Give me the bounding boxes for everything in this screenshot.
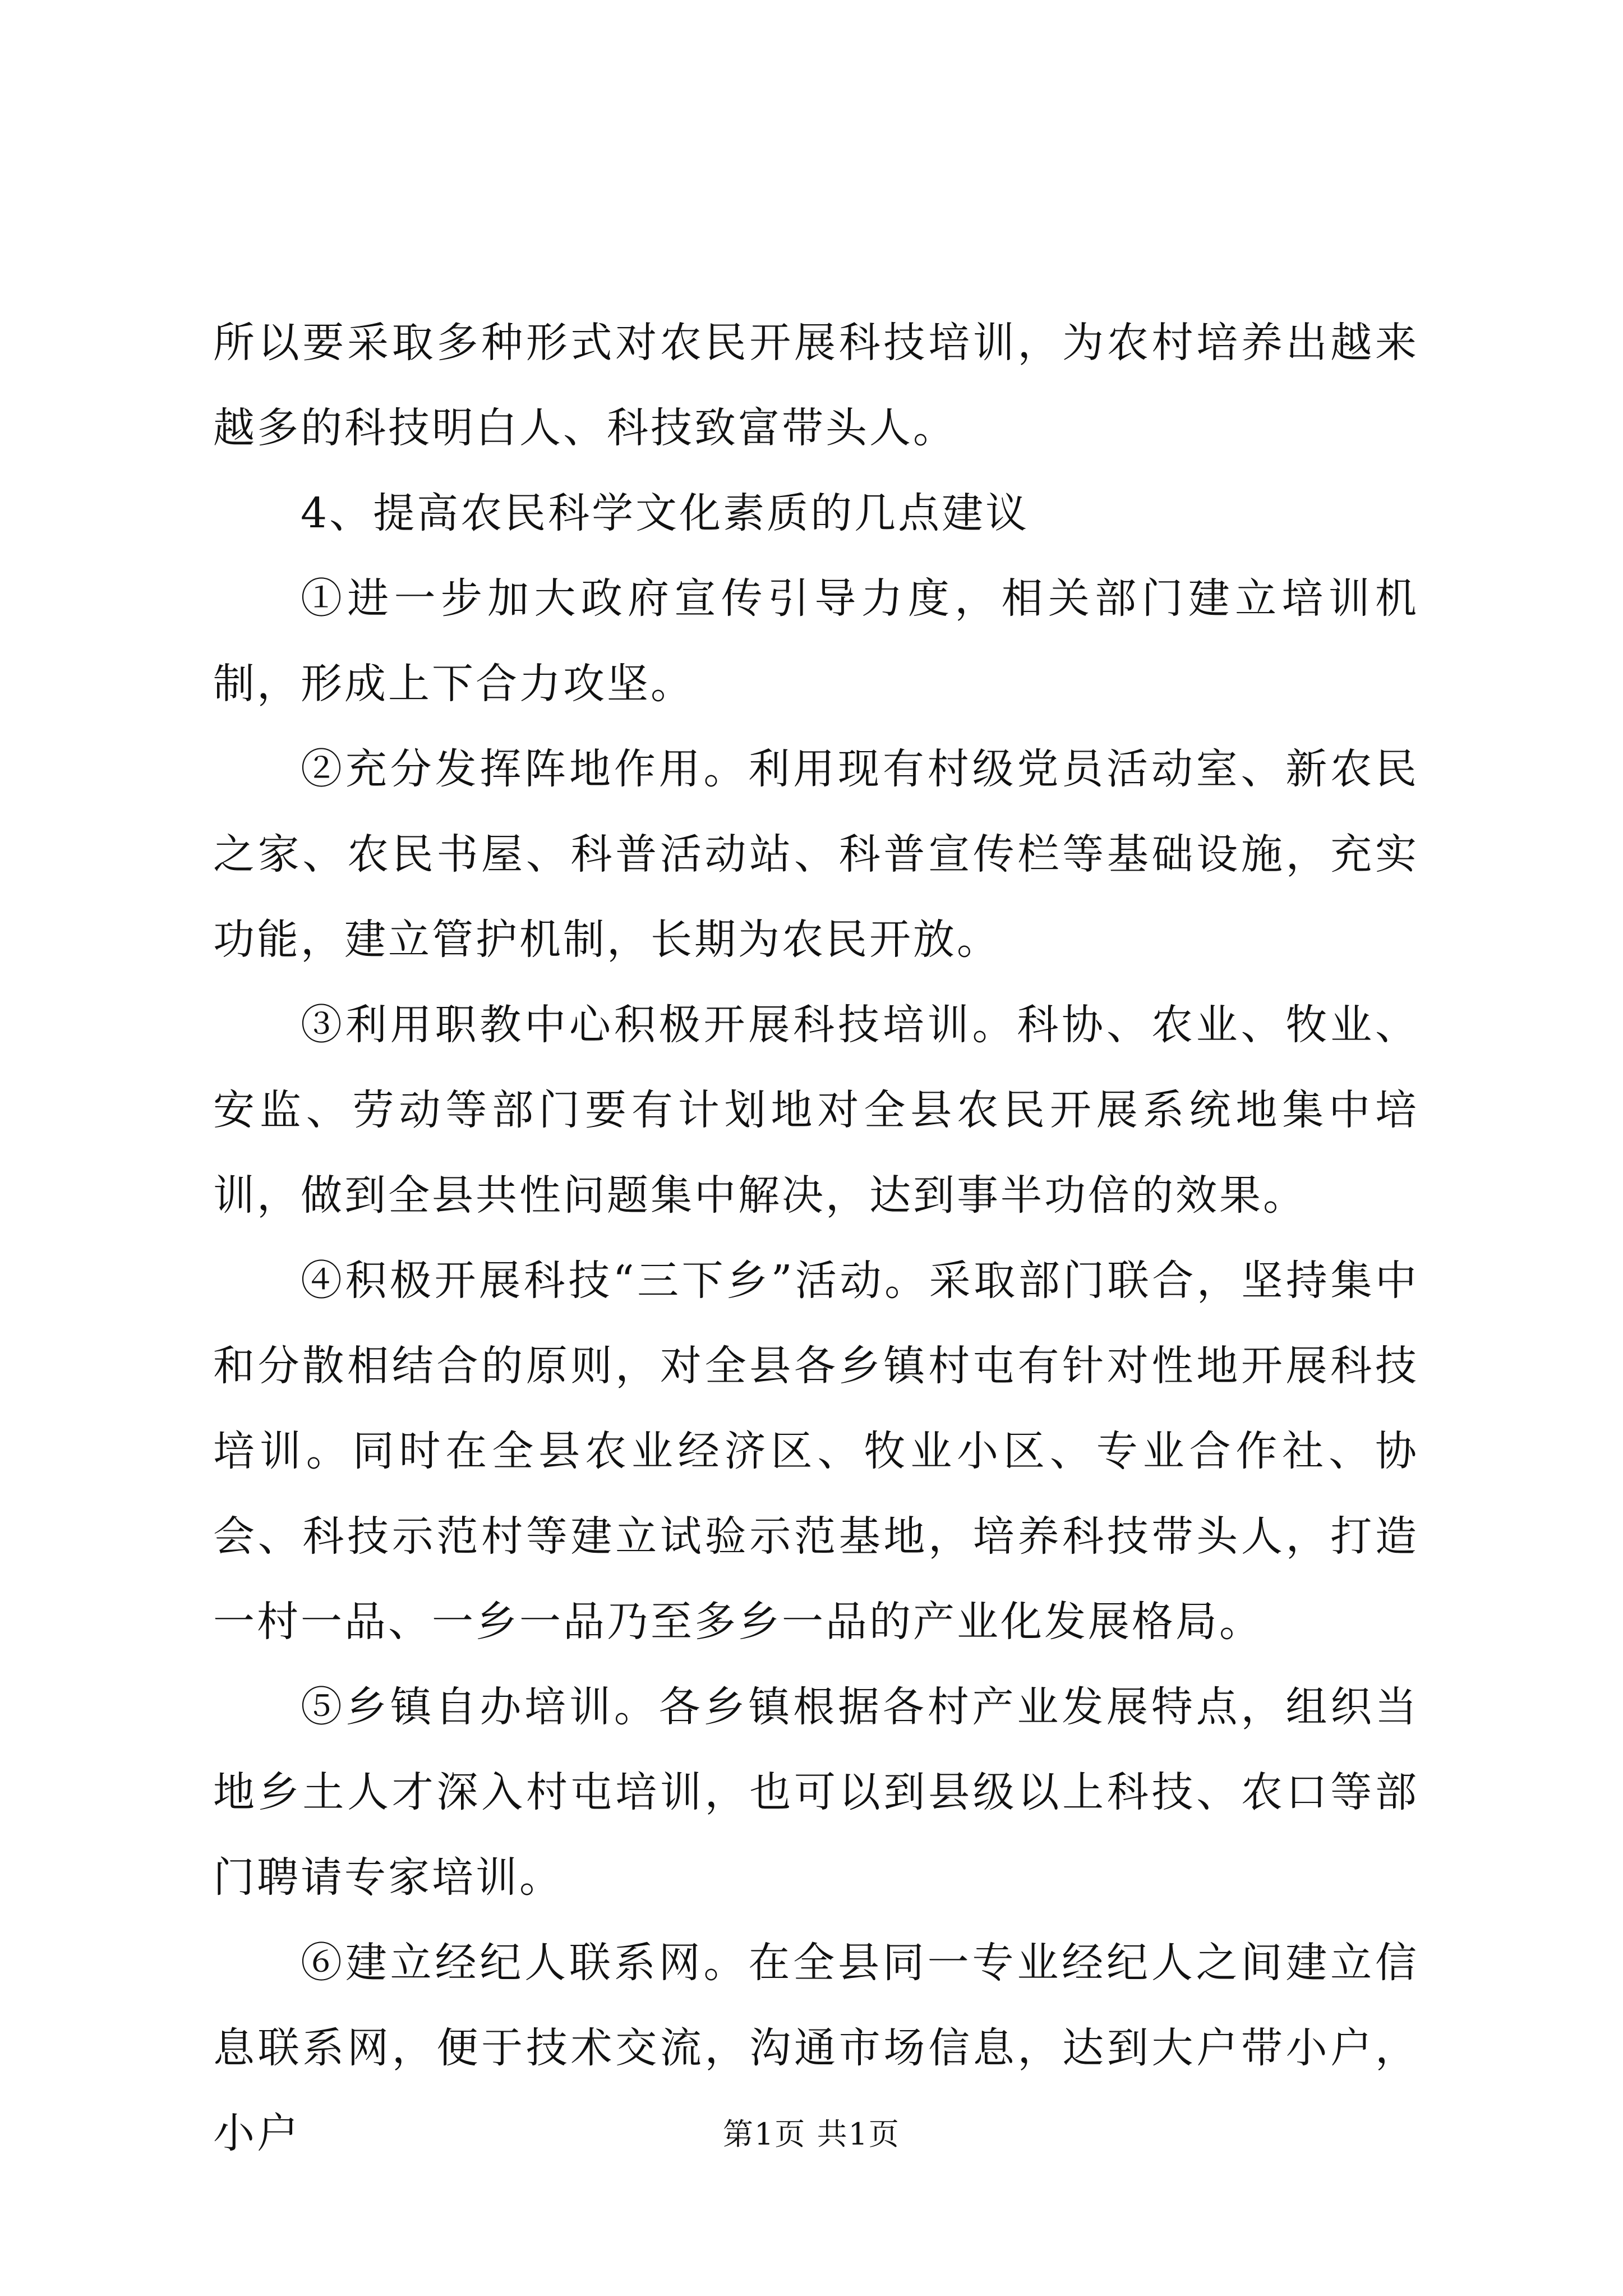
document-body [213,300,1419,2176]
section-heading: 4、提高农民科学文化素质的几点建议 [301,489,1030,537]
suggestion-4: ④积极开展科技“三下乡”活动。采取部门联合，坚持集中和分散相结合的原则，对全县各乡镇村屯有针对性地开展科技培训。同时在全县农业经济区、牧业小区、专业合作社、协会、科技示范村等建立试验示范基地，培养科技带头人，打造一村一品、一乡一品乃至多乡一品的产业化发展格局。 [213,1257,1419,1646]
page-number-footer: 第1页 共1页 [723,2116,900,2152]
suggestion-1: ①进一步加大政府宣传引导力度，相关部门建立培训机制，形成上下合力攻坚。 [213,574,1419,708]
suggestion-2: ②充分发挥阵地作用。利用现有村级党员活动室、新农民之家、农民书屋、科普活动站、科普宣传栏等基础设施，充实功能，建立管护机制，长期为农民开放。 [213,745,1419,964]
paragraph-continuation: 所以要采取多种形式对农民开展科技培训，为农村培养出越来越多的科技明白人、科技致富带头人。 [213,319,1419,452]
suggestion-6: ⑥建立经纪人联系网。在全县同一专业经纪人之间建立信息联系网，便于技术交流，沟通市场信息，达到大户带小户，小户 [213,1939,1419,2157]
suggestion-3: ③利用职教中心积极开展科技培训。科协、农业、牧业、安监、劳动等部门要有计划地对全县农民开展系统地集中培训，做到全县共性问题集中解决，达到事半功倍的效果。 [213,1001,1419,1220]
suggestion-5: ⑤乡镇自办培训。各乡镇根据各村产业发展特点，组织当地乡土人才深入村屯培训，也可以到县级以上科技、农口等部门聘请专家培训。 [213,1683,1419,1902]
